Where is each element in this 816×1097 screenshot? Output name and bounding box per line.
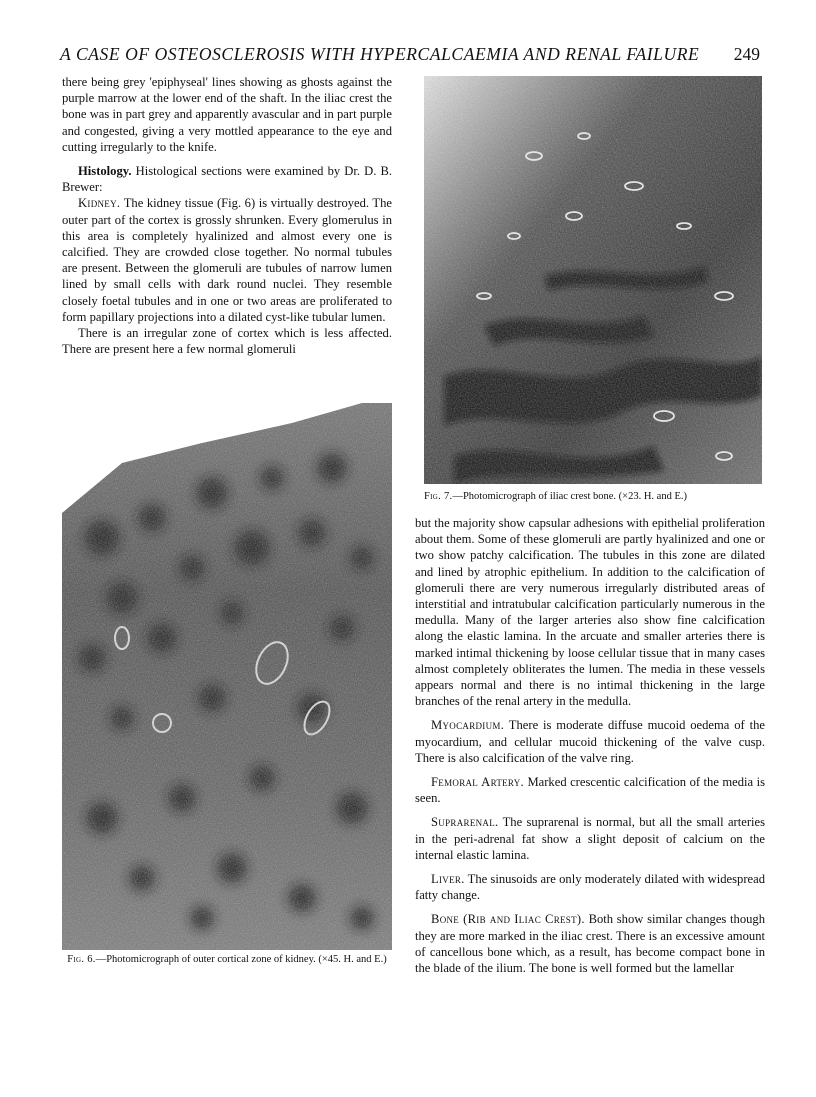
figure-7-label: Fig. 7. [424, 491, 453, 502]
myocardium-heading: Myocardium. [431, 718, 505, 733]
kidney-text: The kidney tissue (Fig. 6) is virtually destroyed. The outer part of the cortex is grossly shrunken. Every glomerulus in this area is completely hyalinized and almost every one is calcified. They are crowded close together. No normal tubules are present. Between the glomeruli are tubules of narrow lumen lined by small cells with dark round nuclei. They resemble closely foetal tubules and in one or two areas are proliferated to form papillary projections into a dilated cyst-like tubular lumen. [62, 196, 392, 324]
figure-7-bone-photomicrograph [424, 76, 762, 484]
paragraph-myocardium [415, 717, 765, 766]
myocardium-text: There is moderate diffuse mucoid oedema of the myocardium, and cellular mucoid thickening of the valve cusp. There is also calcification of the valve ring. [415, 718, 765, 765]
left-column [62, 74, 392, 357]
paragraph-bone [415, 911, 765, 976]
histology-text: Histological sections were examined by Dr. D. B. Brewer: [62, 164, 392, 195]
paragraph-liver [415, 871, 765, 903]
figure-6-label: Fig. 6. [67, 954, 96, 965]
running-title: A CASE OF OSTEOSCLEROSIS WITH HYPERCALCAEMIA AND RENAL FAILURE [60, 44, 700, 64]
suprarenal-heading: Suprarenal. [431, 815, 499, 830]
figure-7-caption [424, 490, 764, 503]
page-number: 249 [733, 44, 760, 64]
femoral-heading: Femoral Artery. [431, 775, 524, 790]
suprarenal-text: The suprarenal is normal, but all the small arteries in the peri-adrenal fat show a slight deposit of calcium on the internal elastic lamina. [415, 815, 766, 862]
kidney-heading: Kidney. [78, 196, 121, 211]
liver-heading: Liver. [431, 872, 465, 887]
paragraph-kidney [62, 195, 392, 325]
femoral-text: Marked crescentic calcification of the media is seen. [415, 775, 765, 806]
liver-text: The sinusoids are only moderately dilated with widespread fatty change. [415, 872, 765, 903]
figure-6-kidney-photomicrograph [62, 398, 392, 950]
paragraph-femoral-artery [415, 774, 765, 806]
histology-heading: Histology. [78, 164, 132, 179]
paragraph-gross-findings: there being grey 'epiphyseal' lines showing as ghosts against the purple marrow at the lower end of the shaft. In the iliac crest the bone was in part grey and apparently avascular and in part purple and congested, giving a very mottled appearance to the eye and cutting irregularly to the knife. [62, 75, 392, 154]
paragraph-suprarenal [415, 814, 765, 863]
paragraph-histology [62, 163, 392, 195]
kidney-micrograph-image [62, 398, 392, 950]
figure-6-caption [62, 953, 392, 966]
bone-micrograph-image [424, 76, 762, 484]
page-header [60, 44, 760, 74]
bone-heading: Bone (Rib and Iliac Crest). [431, 912, 585, 927]
figure-7-caption-text: —Photomicrograph of iliac crest bone. (×23. H. and E.) [452, 491, 687, 502]
paragraph-cortex: There is an irregular zone of cortex which is less affected. There are present here a few normal glomeruli [62, 326, 392, 357]
bone-text: Both show similar changes though they are more marked in the iliac crest. There is an excessive amount of cancellous bone which, as a result, has become compact bone in the blade of the ilium. The bone is well formed but the lamellar [415, 912, 766, 976]
paragraph-glomeruli-continued: but the majority show capsular adhesions with epithelial proliferation about them. Some of these glomeruli are partly hyalinized and one or two show patchy calcification. The tubules in this zone are dilated and lined by atrophic epithelium. In addition to the calcification of glomeruli there are very numerous irregularly distributed areas of interstitial and intratubular calcification particularly numerous in the medulla. Many of the larger arteries also show fine calcification along the elastic lamina. In the arcuate and smaller arteries there is marked intimal thickening by loose cellular tissue that in many cases almost completely obliterates the lumen. The media in these vessels appears normal and there is no intimal thickening in the large branches of the renal artery in the medulla. [415, 516, 765, 709]
right-column [415, 515, 765, 976]
figure-6-caption-text: —Photomicrograph of outer cortical zone of kidney. (×45. H. and E.) [95, 954, 387, 965]
